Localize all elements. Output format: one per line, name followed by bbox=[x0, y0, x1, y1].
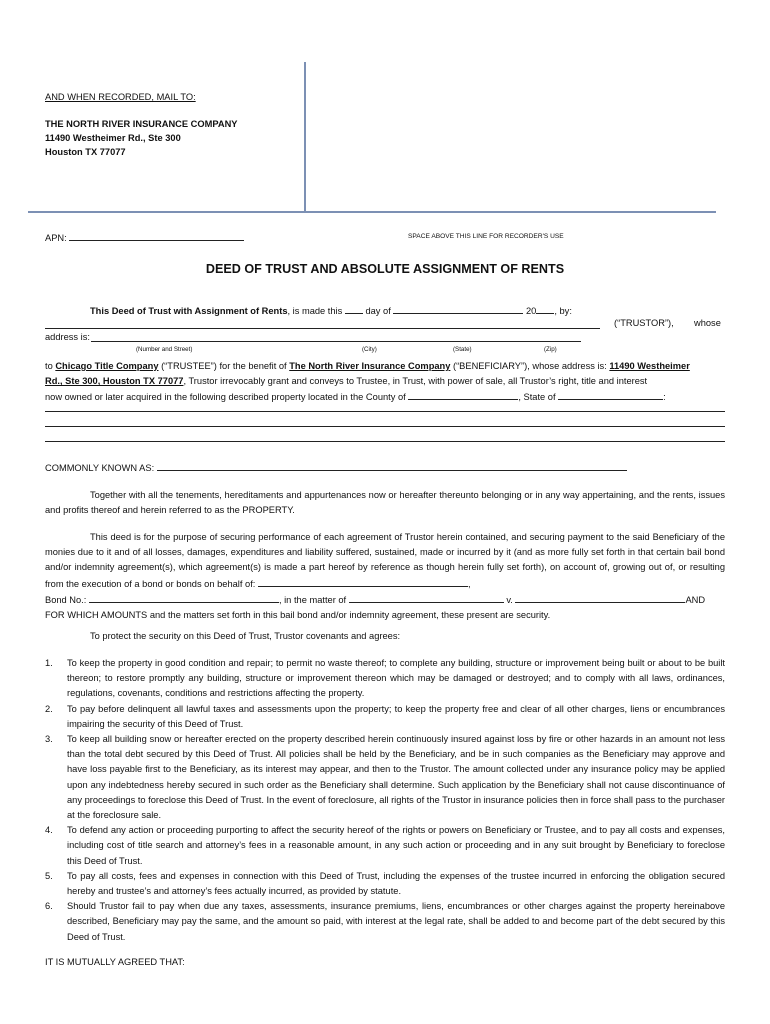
mail-to-block bbox=[45, 90, 238, 159]
item-number: 5. bbox=[45, 870, 53, 881]
item-number: 3. bbox=[45, 734, 53, 745]
beneficiary-address-2: Rd., Ste 300, Houston TX 77077 bbox=[45, 376, 184, 387]
item-text: To pay before delinquent all lawful taxes and assessments upon the property; to keep the property free and clear of all other charges, liens or encumbrances impairing the security of this Deed of Trust. bbox=[67, 703, 725, 729]
trustor-address-field[interactable] bbox=[91, 341, 581, 342]
mutually-agreed-heading: IT IS MUTUALLY AGREED THAT: bbox=[45, 957, 185, 967]
mail-to-label: AND WHEN RECORDED, MAIL TO: bbox=[45, 92, 196, 102]
and-label: AND bbox=[685, 594, 706, 605]
trustor-name-field[interactable] bbox=[45, 328, 600, 329]
intro-lead: This Deed of Trust with Assignment of Rents bbox=[90, 306, 288, 316]
tenements-paragraph: Together with all the tenements, hereditaments and appurtenances now or hereafter thereunto belonging or in any way appertaining, and the rents, issues and profits thereof and herein referred to as the PROPERTY. bbox=[45, 490, 725, 516]
list-item bbox=[45, 656, 725, 702]
matter-of-label: , in the matter of bbox=[278, 594, 347, 605]
purpose-paragraph bbox=[45, 530, 725, 623]
trustee-label: (“TRUSTEE”) for the benefit of bbox=[158, 361, 290, 371]
v-label: v. bbox=[506, 594, 513, 605]
item-number: 1. bbox=[45, 658, 53, 668]
address-is-label: address is: bbox=[45, 332, 90, 342]
document-title: DEED OF TRUST AND ABSOLUTE ASSIGNMENT OF RENTS bbox=[205, 262, 565, 276]
apn-row bbox=[45, 230, 244, 243]
protect-text: To protect the security on this Deed of Trust, Trustor covenants and agrees: bbox=[90, 631, 401, 641]
trustee-name: Chicago Title Company bbox=[55, 361, 159, 371]
intro-made-this: , is made this bbox=[287, 306, 343, 316]
trustee-paragraph bbox=[45, 359, 725, 406]
company-address-2: Houston TX 77077 bbox=[45, 147, 126, 157]
commonly-known-field[interactable] bbox=[157, 460, 627, 471]
caption-street: (Number and Street) bbox=[136, 346, 193, 353]
caption-city: (City) bbox=[362, 346, 377, 353]
item-text: To defend any action or proceeding purporting to affect the security hereof of the rights or powers on Beneficiary or Trustee, and to pay all costs and expenses, including cost of title search and attorney’s fees in a reasonable amount, in any such action or proceeding and in any suit brought by Beneficiary to foreclose this Deed of Trust. bbox=[67, 825, 725, 866]
apn-field[interactable] bbox=[69, 230, 244, 241]
list-item bbox=[45, 702, 725, 732]
commonly-known-row bbox=[45, 460, 627, 473]
property-line-1[interactable] bbox=[45, 411, 725, 412]
beneficiary-name: The North River Insurance Company bbox=[289, 361, 451, 371]
commonly-known-label: COMMONLY KNOWN AS: bbox=[45, 463, 155, 473]
company-address-1: 11490 Westheimer Rd., Ste 300 bbox=[45, 133, 181, 143]
list-item bbox=[45, 732, 725, 823]
for-which-text: FOR WHICH AMOUNTS and the matters set forth in this bail bond and/or indemnity agreement, these present are security. bbox=[45, 610, 551, 621]
item-text: Should Trustor fail to pay when due any taxes, assessments, insurance premiums, liens, encumbrances or other charges against the property hereinabove described, Beneficiary may pay the same, and the amount so paid, with interest at the legal rate, shall be added to and become part of the debt secured by this Deed of Trust. bbox=[67, 901, 725, 942]
matter-defendant-field[interactable] bbox=[515, 592, 685, 603]
list-item bbox=[45, 823, 725, 869]
bond-no-field[interactable] bbox=[89, 592, 279, 603]
property-line-3[interactable] bbox=[45, 441, 725, 442]
beneficiary-label: (“BENEFICIARY”), whose address is: bbox=[450, 361, 610, 371]
trustor-label: (“TRUSTOR”), bbox=[614, 318, 674, 328]
item-text: To keep the property in good condition and repair; to permit no waste thereof; to complete any building, structure or improvement being built or about to be built thereon; to restore promptly any building, structure or improvement thereon which may be damaged or destroyed; and to comply with all laws, ordinances, regulations, covenants, conditions and restrictions affecting the property. bbox=[67, 658, 725, 699]
caption-state: (State) bbox=[453, 346, 472, 353]
whose-label: whose bbox=[694, 318, 721, 328]
item-text: To pay all costs, fees and expenses in connection with this Deed of Trust, including the expenses of the trustee incurred in enforcing the obligation secured hereby and trustee’s and attorney’s fees actually incurred, as provided by statute. bbox=[67, 870, 725, 897]
property-line-2[interactable] bbox=[45, 426, 725, 427]
item-number: 4. bbox=[45, 825, 53, 836]
apn-label: APN: bbox=[45, 233, 67, 243]
item-number: 6. bbox=[45, 901, 53, 912]
colon: : bbox=[663, 392, 666, 403]
company-name: THE NORTH RIVER INSURANCE COMPANY bbox=[45, 119, 238, 129]
list-item bbox=[45, 869, 725, 899]
owned-text: now owned or later acquired in the following described property located in the County of bbox=[45, 392, 406, 403]
intro-day-of: day of bbox=[365, 306, 391, 316]
to-label: to bbox=[45, 361, 56, 371]
bond-no-label: Bond No.: bbox=[45, 594, 87, 605]
purpose-text: This deed is for the purpose of securing performance of each agreement of Trustor herein contained, and securing payment to the said Beneficiary of the monies due to it and of all losses, damages, expenditures and liability suffered, sustained, made or incurred by it (and as more fully set forth in that certain bail bond and/or indemnity agreement(s), which agreement(s) is made a part hereof by reference as though herein fully set forth), on account of, growing out of, or resulting from the execution of a bond or bonds on behalf of: bbox=[45, 532, 725, 589]
county-field[interactable] bbox=[408, 389, 518, 400]
day-field[interactable] bbox=[345, 303, 363, 314]
bond-behalf-field[interactable] bbox=[258, 576, 468, 587]
purpose-comma: , bbox=[467, 578, 471, 589]
item-text: To keep all building snow or hereafter erected on the property described herein continuously insured against loss by fire or other hazards in an amount not less than the total debt secured by this Deed of Trust. All policies shall be held by the Beneficiary, and be in such companies as the Beneficiary may approve and have loss payable first to the Beneficiary, as its interest may appear, and then to the Trustor. The amount collected under any insurance policy may be applied upon any indebtedness hereby secured in such order as the Beneficiary shall determine. Such application by the Beneficiary shall not cause discontinuance of any proceedings to foreclose this Deed of Trust. In the event of foreclosure, all rights of the Trustor in insurance policies then in force shall pass to the purchaser at the foreclosure sale. bbox=[67, 734, 725, 821]
caption-zip: (Zip) bbox=[544, 346, 557, 353]
recorder-horizontal-line bbox=[28, 211, 716, 213]
intro-line bbox=[90, 303, 572, 316]
intro-year-prefix: 20 bbox=[525, 306, 537, 316]
matter-plaintiff-field[interactable] bbox=[349, 592, 504, 603]
recorder-vertical-line bbox=[304, 62, 306, 212]
year-field[interactable] bbox=[536, 303, 554, 314]
item-number: 2. bbox=[45, 703, 53, 714]
state-of-label: , State of bbox=[518, 392, 556, 403]
recorder-note: SPACE ABOVE THIS LINE FOR RECORDER'S USE bbox=[408, 233, 564, 240]
beneficiary-address-1: 11490 Westheimer bbox=[609, 361, 690, 371]
covenants-list bbox=[45, 656, 725, 945]
state-field[interactable] bbox=[558, 389, 663, 400]
grant-text: , Trustor irrevocably grant and conveys to Trustee, in Trust, with power of sale, all Trustor’s right, title and interest bbox=[183, 376, 648, 387]
list-item bbox=[45, 899, 725, 945]
intro-by: , by: bbox=[554, 306, 572, 316]
month-field[interactable] bbox=[393, 303, 523, 314]
